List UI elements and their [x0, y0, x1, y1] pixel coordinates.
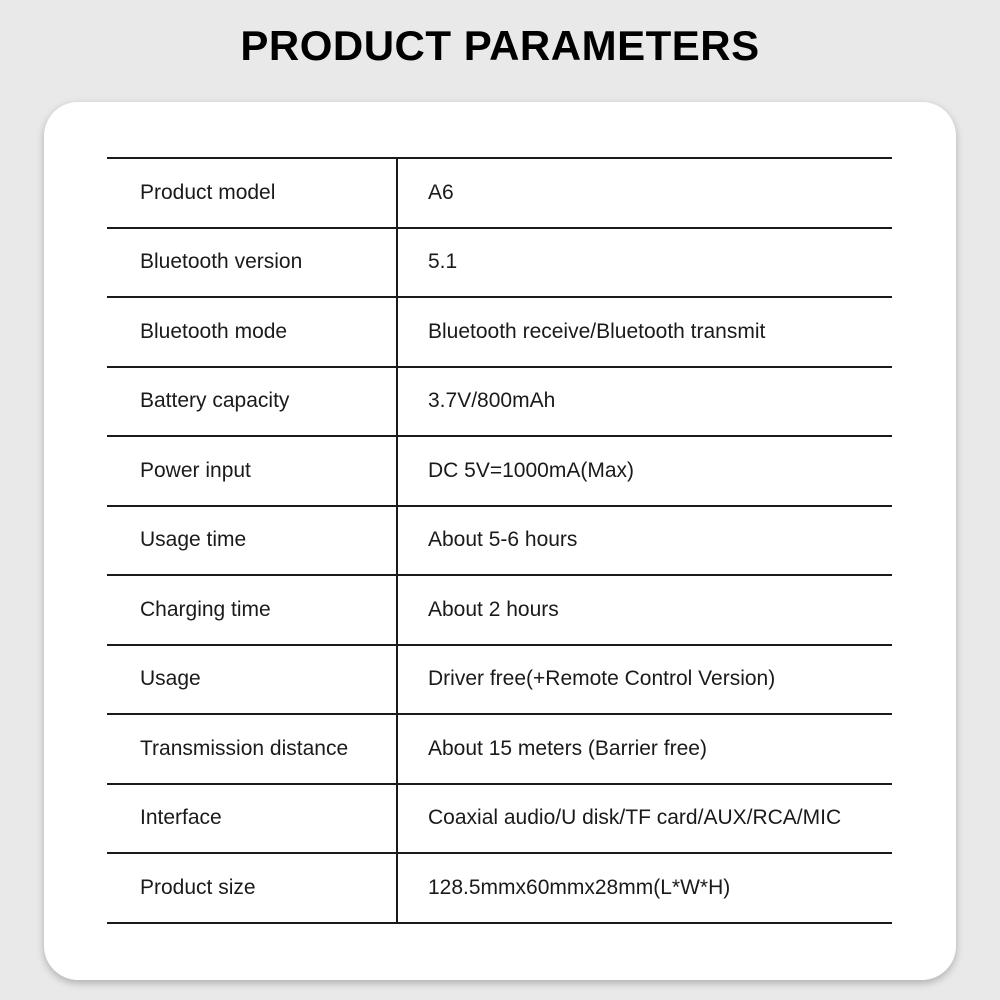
row-value: Driver free(+Remote Control Version) — [428, 667, 776, 691]
row-value: Coaxial audio/U disk/TF card/AUX/RCA/MIC — [428, 806, 842, 830]
page-title: PRODUCT PARAMETERS — [240, 22, 760, 69]
table-row — [107, 576, 892, 646]
row-label: Bluetooth version — [107, 229, 398, 297]
row-value: A6 — [428, 180, 454, 204]
table-row — [107, 507, 892, 577]
table-row — [107, 437, 892, 507]
table-row — [107, 229, 892, 299]
row-label: Battery capacity — [107, 368, 398, 436]
row-value: 5.1 — [428, 250, 458, 274]
table-row — [107, 785, 892, 855]
row-label: Bluetooth mode — [107, 298, 398, 366]
row-value: About 15 meters (Barrier free) — [428, 736, 707, 760]
table-row — [107, 159, 892, 229]
spec-table — [107, 157, 892, 924]
row-label: Charging time — [107, 576, 398, 644]
table-row — [107, 368, 892, 438]
row-value: Bluetooth receive/Bluetooth transmit — [428, 319, 766, 343]
table-row — [107, 646, 892, 716]
row-value: About 2 hours — [428, 597, 559, 621]
row-value: 3.7V/800mAh — [428, 389, 556, 413]
row-value: About 5-6 hours — [428, 528, 578, 552]
row-value: 128.5mmx60mmx28mm(L*W*H) — [428, 875, 731, 899]
row-label: Interface — [107, 785, 398, 853]
row-label: Product size — [107, 854, 398, 922]
row-label: Usage — [107, 646, 398, 714]
table-row — [107, 298, 892, 368]
row-label: Power input — [107, 437, 398, 505]
table-row — [107, 854, 892, 924]
row-label: Product model — [107, 159, 398, 227]
row-label: Usage time — [107, 507, 398, 575]
table-row — [107, 715, 892, 785]
row-label: Transmission distance — [107, 715, 398, 783]
row-value: DC 5V=1000mA(Max) — [428, 458, 634, 482]
